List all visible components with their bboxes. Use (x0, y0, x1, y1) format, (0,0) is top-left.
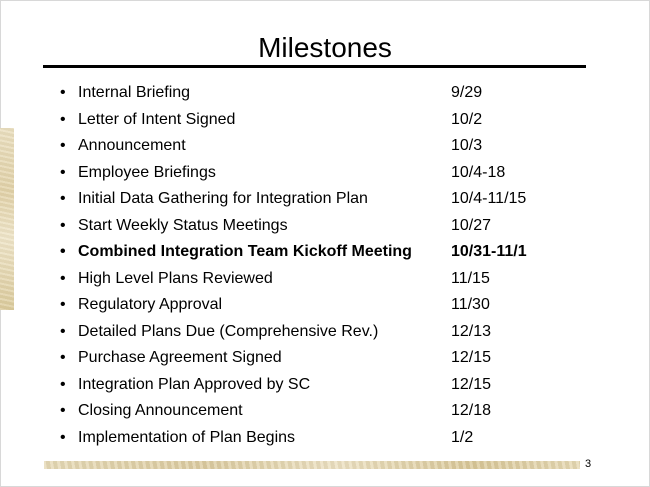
milestone-row-highlighted (0, 239, 650, 266)
milestone-date: 10/27 (451, 216, 492, 234)
milestone-row (0, 133, 650, 160)
milestone-name: Implementation of Plan Begins (78, 428, 296, 446)
bullet-icon: • (60, 322, 66, 340)
milestone-row (0, 80, 650, 107)
milestone-name: Letter of Intent Signed (78, 110, 236, 128)
bullet-icon: • (60, 402, 66, 419)
milestone-name: Employee Briefings (78, 163, 216, 181)
milestone-row (0, 398, 650, 425)
title-underline (43, 65, 586, 68)
milestone-date: 10/4-11/15 (451, 190, 527, 207)
milestone-row (0, 345, 650, 372)
bullet-icon: • (60, 428, 66, 446)
milestone-date: 1/2 (451, 428, 474, 446)
page-title: Milestones (258, 32, 392, 63)
milestone-row (0, 372, 650, 399)
bullet-icon: • (60, 84, 66, 101)
bullet-icon: • (60, 243, 66, 260)
bullet-icon: • (60, 163, 66, 181)
milestone-row (0, 425, 650, 452)
milestone-name: Start Weekly Status Meetings (78, 216, 288, 234)
milestone-row (0, 292, 650, 319)
milestone-list (0, 80, 650, 451)
page-number: 3 (585, 458, 592, 470)
milestone-date: 10/2 (451, 110, 483, 128)
milestone-row (0, 266, 650, 293)
milestone-row (0, 186, 650, 213)
milestone-date: 12/13 (451, 322, 492, 340)
bullet-icon: • (60, 349, 66, 366)
bullet-icon: • (60, 296, 66, 313)
milestone-row (0, 160, 650, 187)
milestone-name: Combined Integration Team Kickoff Meeting (78, 243, 412, 260)
milestone-date: 12/15 (451, 375, 492, 393)
bullet-icon: • (60, 269, 66, 287)
bullet-icon: • (60, 190, 66, 207)
milestone-date: 9/29 (451, 84, 483, 101)
milestone-row (0, 107, 650, 134)
milestone-date: 12/18 (451, 402, 492, 419)
milestone-name: Purchase Agreement Signed (78, 349, 282, 366)
bullet-icon: • (60, 110, 66, 128)
milestone-date: 10/31-11/1 (451, 243, 527, 260)
milestone-name: Closing Announcement (78, 402, 243, 419)
milestone-date: 11/30 (451, 296, 490, 313)
milestone-name: Announcement (78, 137, 186, 154)
milestone-date: 11/15 (451, 269, 490, 287)
bullet-icon: • (60, 216, 66, 234)
parchment-bottom-decoration (44, 461, 580, 469)
milestone-row (0, 213, 650, 240)
milestone-name: Regulatory Approval (78, 296, 223, 313)
milestone-name: Integration Plan Approved by SC (78, 375, 311, 393)
milestone-name: High Level Plans Reviewed (78, 269, 273, 287)
milestone-name: Initial Data Gathering for Integration Plan (78, 190, 368, 207)
milestone-date: 12/15 (451, 349, 492, 366)
milestone-name: Detailed Plans Due (Comprehensive Rev.) (78, 322, 379, 340)
milestone-row (0, 319, 650, 346)
milestone-date: 10/3 (451, 137, 483, 154)
bullet-icon: • (60, 375, 66, 393)
milestone-date: 10/4-18 (451, 163, 506, 181)
milestone-name: Internal Briefing (78, 84, 191, 101)
bullet-icon: • (60, 137, 66, 154)
